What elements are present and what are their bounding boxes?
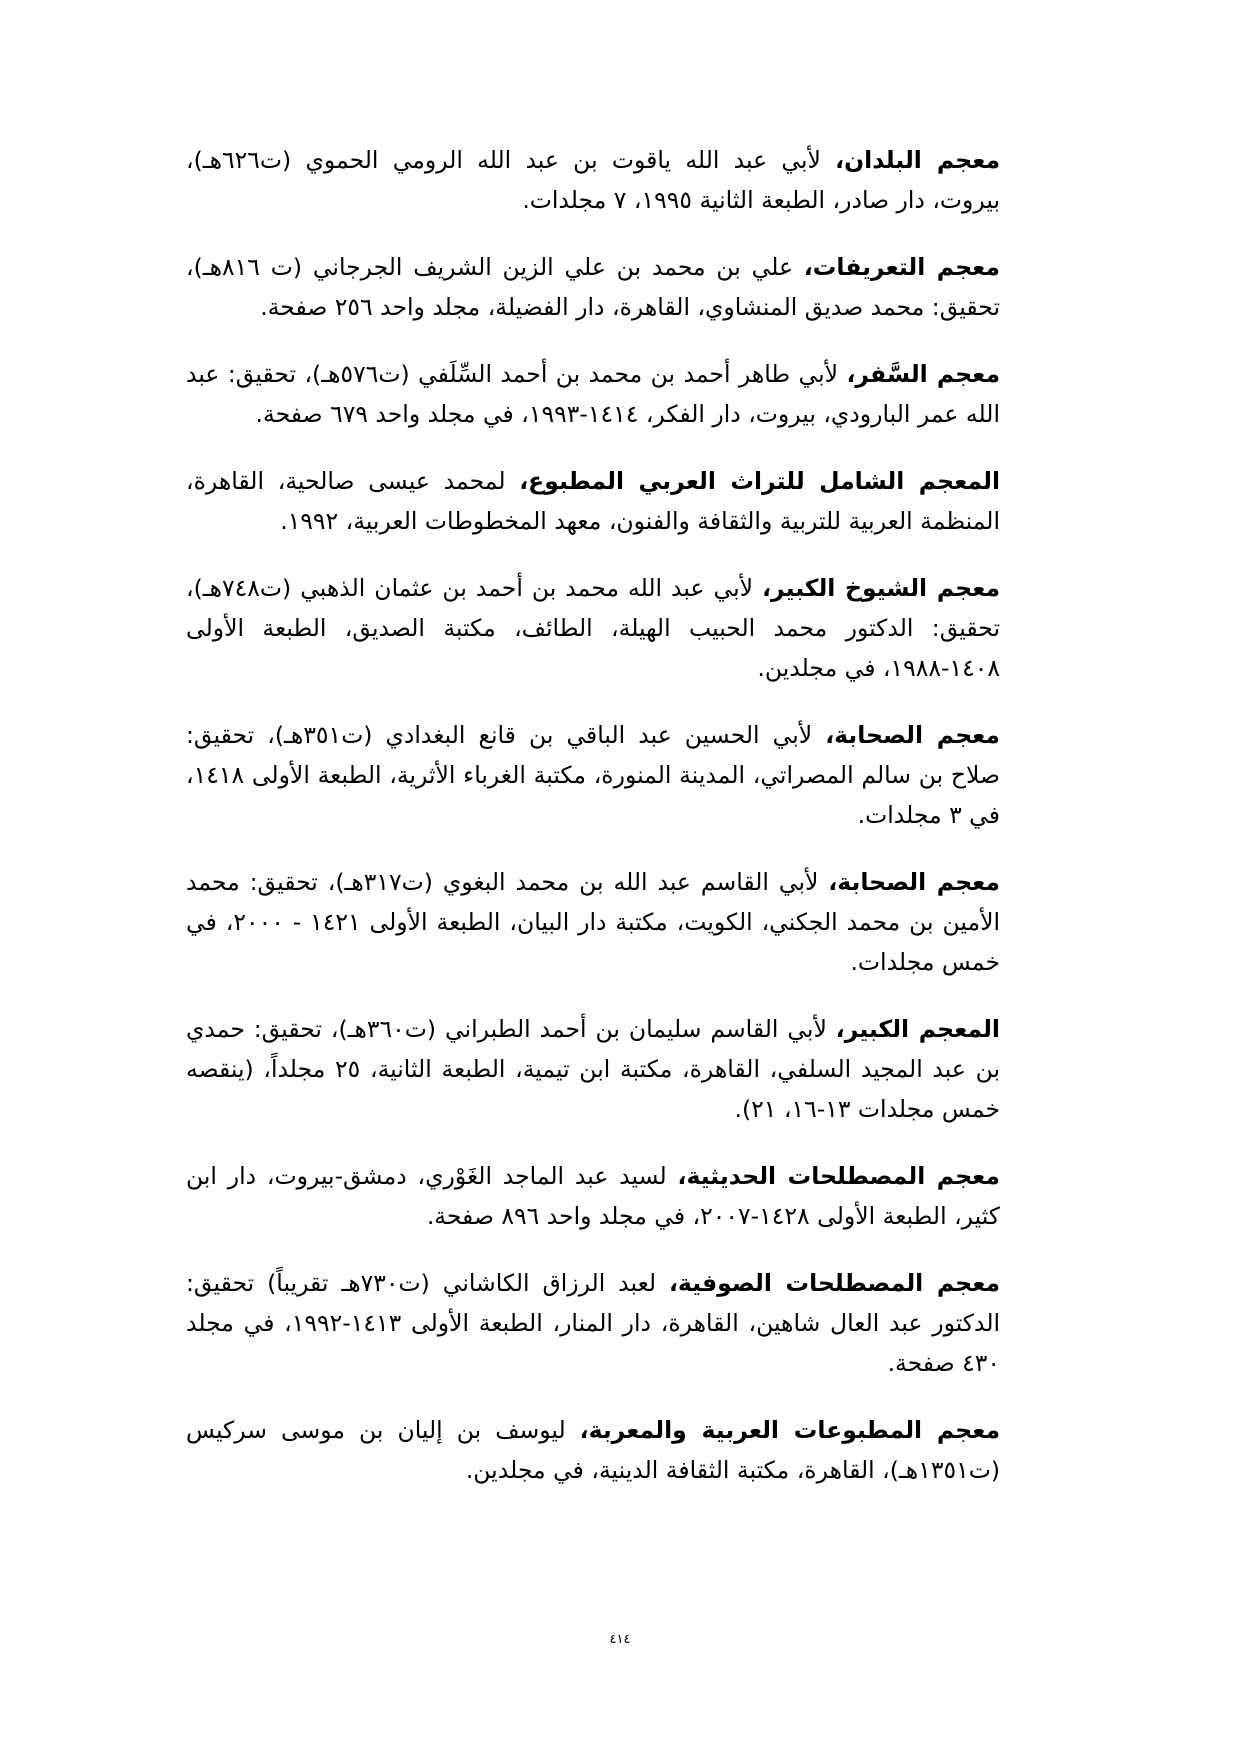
entry-title: معجم الشيوخ الكبير،: [762, 574, 1001, 602]
bibliography-entry: [186, 1156, 1000, 1236]
entry-text: لأبي الحسين عبد الباقي بن قانع البغدادي (ت٣٥١هـ)، تحقيق: صلاح بن سالم المصراتي، المدينة المنورة، مكتبة الغرباء الأثرية، الطبعة الأولى ١٤١٨، في ٣ مجلدات.: [186, 721, 1000, 829]
entry-title: معجم البلدان،: [835, 146, 1001, 174]
bibliography-entry: [186, 568, 1000, 688]
entry-text: ليوسف بن إليان بن موسى سركيس (ت١٣٥١هـ)، القاهرة، مكتبة الثقافة الدينية، في مجلدين.: [186, 1416, 1000, 1484]
entry-title: معجم المصطلحات الحديثية،: [677, 1162, 1000, 1190]
bibliography-entry: [186, 862, 1000, 982]
entry-text: لأبي القاسم عبد الله بن محمد البغوي (ت٣١٧هـ)، تحقيق: محمد الأمين بن محمد الجكني، الكويت، مكتبة دار البيان، الطبعة الأولى ١٤٢١ - ٢٠٠٠، في خمس مجلدات.: [186, 868, 1000, 976]
entry-title: معجم الصحابة،: [825, 721, 1000, 749]
entry-text: علي بن محمد بن علي الزين الشريف الجرجاني (ت ٨١٦هـ)، تحقيق: محمد صديق المنشاوي، القاهرة، دار الفضيلة، مجلد واحد ٢٥٦ صفحة.: [186, 253, 1000, 321]
entry-text: لأبي عبد الله محمد بن أحمد بن عثمان الذهبي (ت٧٤٨هـ)، تحقيق: الدكتور محمد الحبيب الهيلة، الطائف، مكتبة الصديق، الطبعة الأولى ١٤٠٨-١٩٨٨، في مجلدين.: [186, 574, 1000, 682]
entry-text: لمحمد عيسى صالحية، القاهرة، المنظمة العربية للتربية والثقافة والفنون، معهد المخطوطات العربية، ١٩٩٢.: [186, 467, 1000, 535]
bibliography-entry: [186, 1410, 1000, 1490]
entry-title: المعجم الكبير،: [835, 1015, 1000, 1043]
bibliography-entry: [186, 247, 1000, 327]
page-number: ٤١٤: [609, 1632, 631, 1647]
entry-title: معجم الصحابة،: [828, 868, 1000, 896]
entry-title: المعجم الشامل للتراث العربي المطبوع،: [519, 467, 1000, 495]
bibliography-entry: [186, 1263, 1000, 1383]
bibliography-entry: [186, 715, 1000, 835]
entry-text: لأبي القاسم سليمان بن أحمد الطبراني (ت٣٦٠هـ)، تحقيق: حمدي بن عبد المجيد السلفي، القاهرة، مكتبة ابن تيمية، الطبعة الثانية، ٢٥ مجلداً، (ينقصه خمس مجلدات ١٣-١٦، ٢١).: [186, 1015, 1001, 1123]
bibliography-entry: [186, 140, 1000, 220]
bibliography-entry: [186, 354, 1000, 434]
entry-title: معجم السَّفر،: [846, 360, 1000, 388]
entry-text: لسيد عبد الماجد الغَوْري، دمشق-بيروت، دار ابن كثير، الطبعة الأولى ١٤٢٨-٢٠٠٧، في مجلد واحد ٨٩٦ صفحة.: [186, 1162, 1000, 1230]
bibliography-entry: [186, 1009, 1000, 1129]
bibliography-page: [186, 140, 1000, 1517]
entry-text: لعبد الرزاق الكاشاني (ت٧٣٠هـ تقريباً) تحقيق: الدكتور عبد العال شاهين، القاهرة، دار المنار، الطبعة الأولى ١٤١٣-١٩٩٢، في مجلد ٤٣٠ صفحة.: [186, 1269, 1001, 1377]
entry-text: لأبي عبد الله ياقوت بن عبد الله الرومي الحموي (ت٦٢٦هـ)، بيروت، دار صادر، الطبعة الثانية ١٩٩٥، ٧ مجلدات.: [186, 146, 1000, 214]
bibliography-entry: [186, 461, 1000, 541]
entry-title: معجم المصطلحات الصوفية،: [669, 1269, 1001, 1297]
entry-text: لأبي طاهر أحمد بن محمد بن أحمد السِّلَفي (ت٥٧٦هـ)، تحقيق: عبد الله عمر البارودي، بيروت، دار الفكر، ١٤١٤-١٩٩٣، في مجلد واحد ٦٧٩ صفحة.: [186, 360, 1000, 428]
entry-title: معجم المطبوعات العربية والمعربة،: [579, 1416, 1001, 1444]
entry-title: معجم التعريفات،: [803, 253, 1000, 281]
